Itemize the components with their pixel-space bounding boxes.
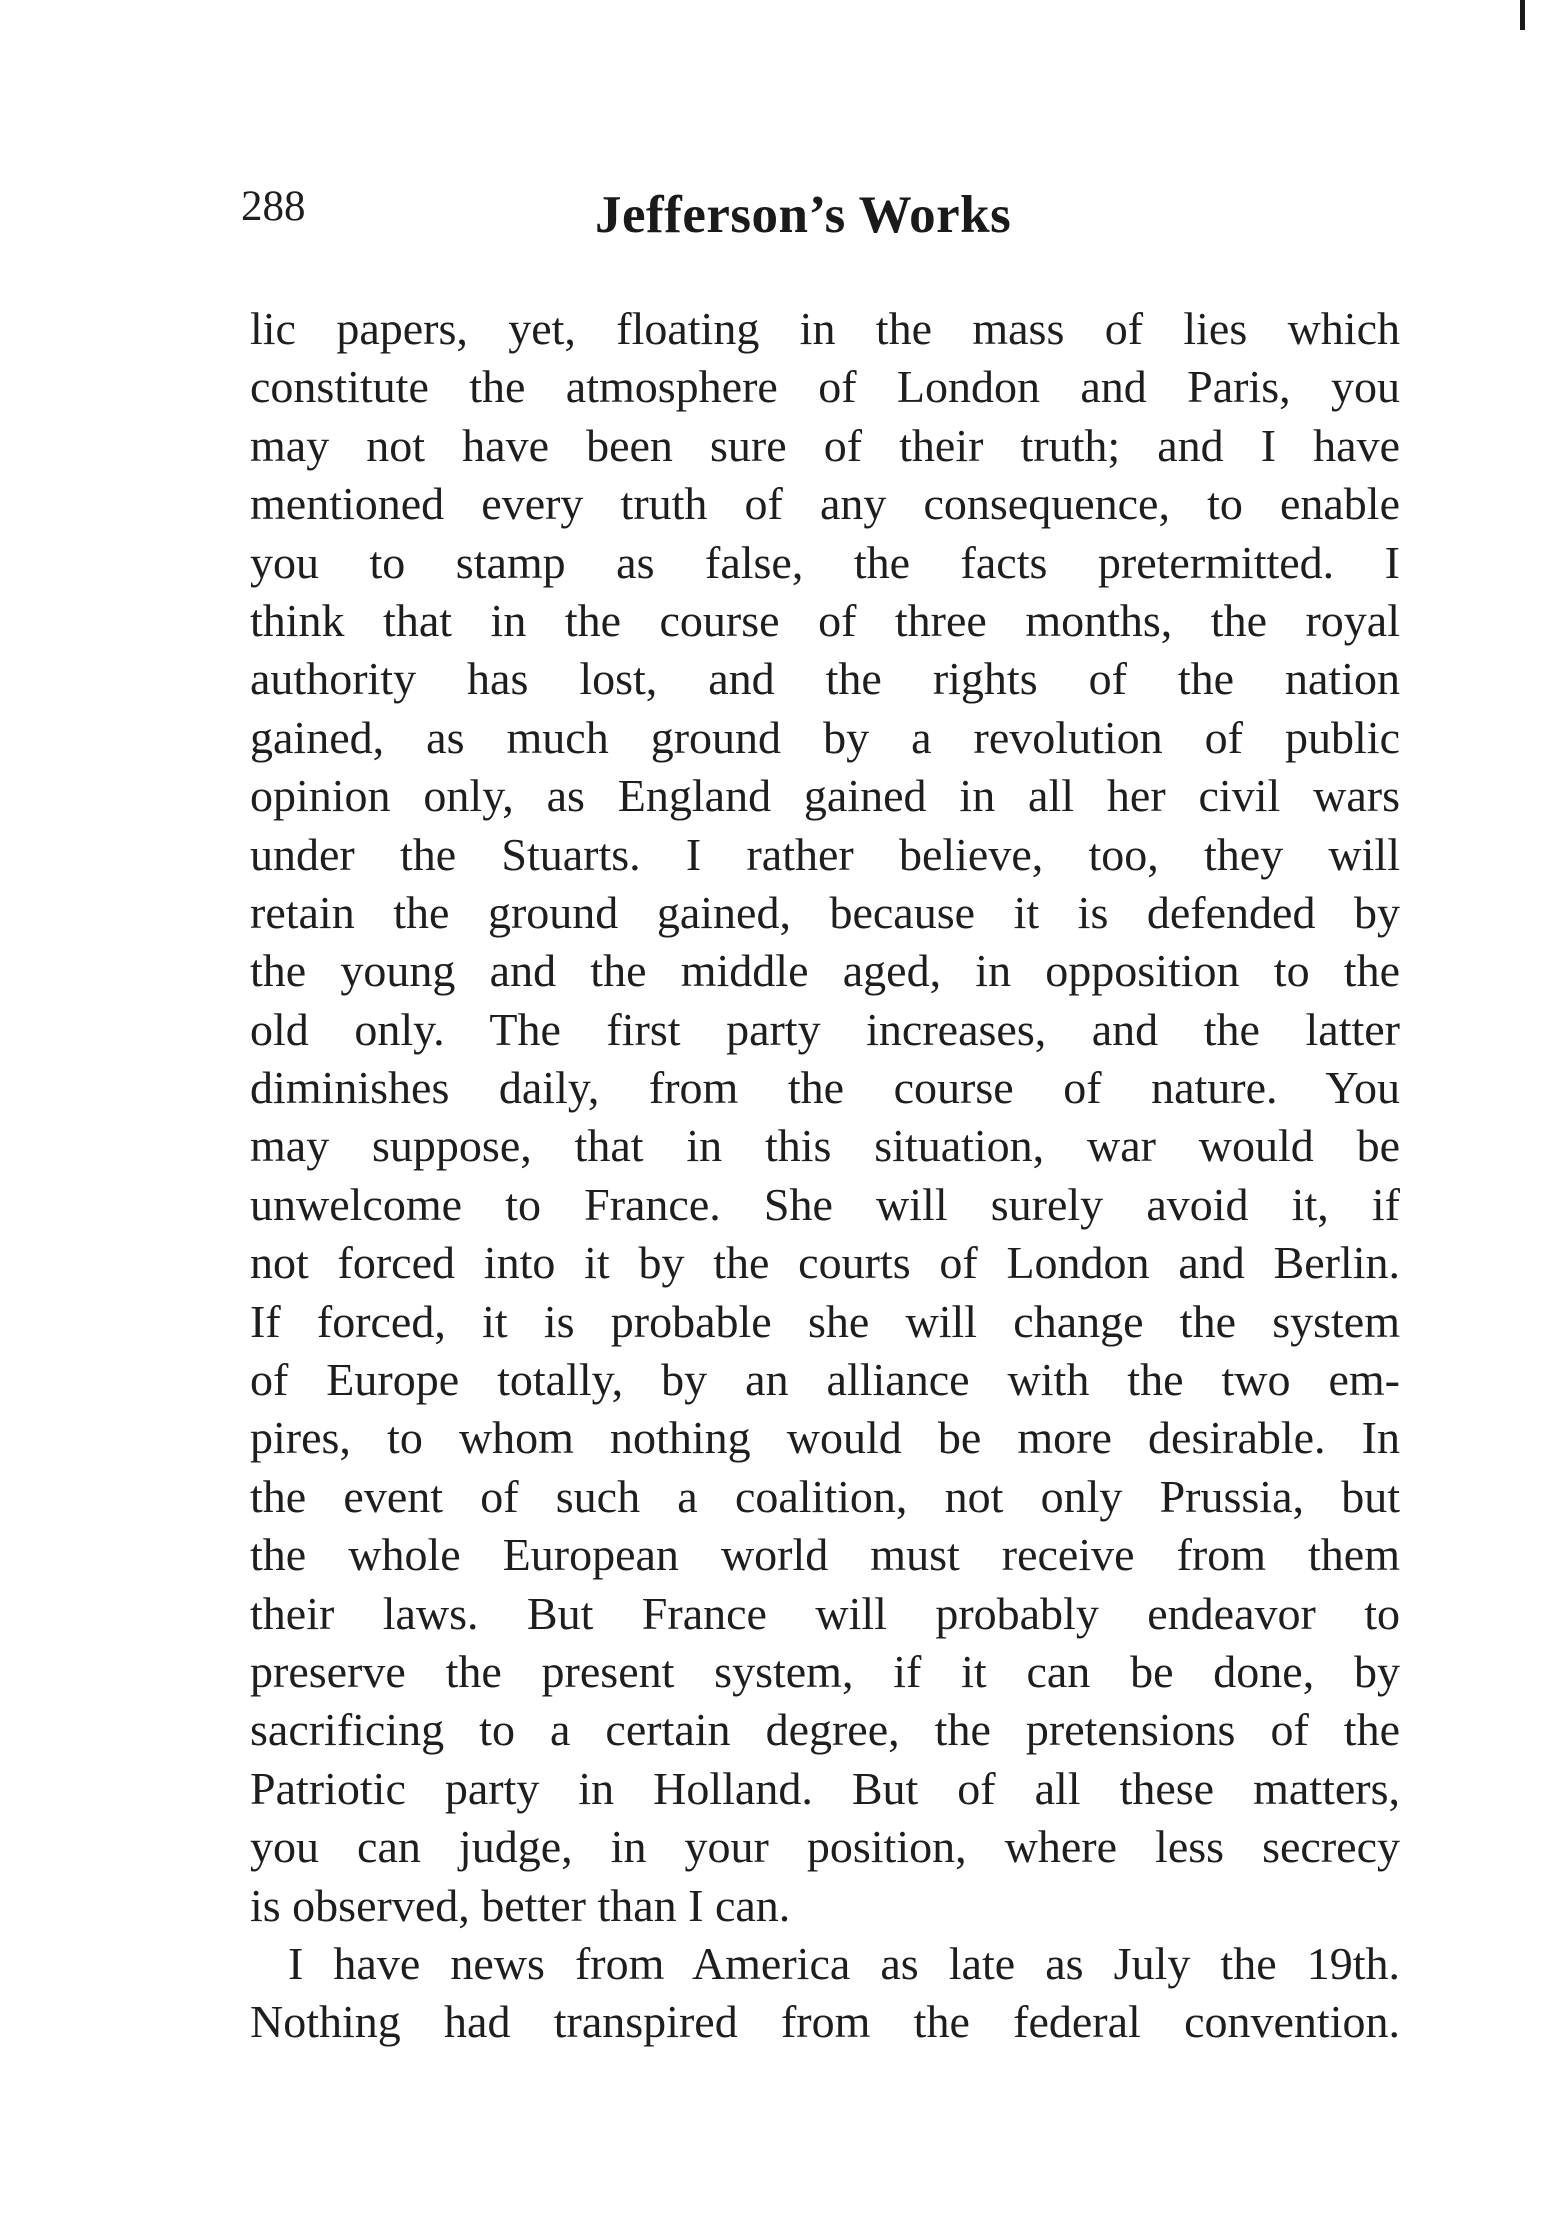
text-line: think that in the course of three months, the royal xyxy=(250,594,1400,646)
paragraph xyxy=(250,300,1400,1935)
text-line: old only. The first party increases, and the latter xyxy=(250,1003,1400,1055)
text-line: you can judge, in your position, where less secrecy xyxy=(250,1821,1400,1873)
text-line: of Europe totally, by an alliance with the two em- xyxy=(250,1354,1400,1406)
text-line: preserve the present system, if it can be done, by xyxy=(250,1645,1400,1697)
text-line: gained, as much ground by a revolution of public xyxy=(250,711,1400,763)
text-line: mentioned every truth of any consequence, to enable xyxy=(250,478,1400,530)
text-line: the event of such a coalition, not only Prussia, but xyxy=(250,1470,1400,1522)
text-line: sacrificing to a certain degree, the pretensions of the xyxy=(250,1704,1400,1756)
text-line: the young and the middle aged, in opposition to the xyxy=(250,945,1400,997)
text-line: under the Stuarts. I rather believe, too, they will xyxy=(250,828,1400,880)
text-line: Patriotic party in Holland. But of all these matters, xyxy=(250,1762,1400,1814)
text-line: unwelcome to France. She will surely avoid it, if xyxy=(250,1178,1400,1230)
text-line: opinion only, as England gained in all her civil wars xyxy=(250,770,1400,822)
running-title: Jefferson’s Works xyxy=(595,186,1012,244)
text-line: you to stamp as false, the facts pretermitted. I xyxy=(250,536,1400,588)
text-line: diminishes daily, from the course of nature. You xyxy=(250,1062,1400,1114)
text-line: retain the ground gained, because it is defended by xyxy=(250,886,1400,938)
text-line: Nothing had transpired from the federal convention. xyxy=(250,1996,1400,2048)
text-line: lic papers, yet, floating in the mass of lies which xyxy=(250,303,1400,354)
text-line: is observed, better than I can. xyxy=(250,1879,791,1931)
scan-edge-mark xyxy=(1520,0,1525,30)
text-line: constitute the atmosphere of London and Paris, you xyxy=(250,361,1400,413)
body-text xyxy=(250,300,1400,2052)
paragraph xyxy=(250,1935,1400,2052)
text-line: may suppose, that in this situation, war would be xyxy=(250,1120,1400,1172)
text-line: may not have been sure of their truth; and I have xyxy=(250,419,1400,471)
text-line: If forced, it is probable she will change the system xyxy=(250,1295,1400,1347)
text-line: the whole European world must receive from them xyxy=(250,1529,1400,1581)
text-line: pires, to whom nothing would be more desirable. In xyxy=(250,1412,1400,1464)
text-line: not forced into it by the courts of London and Berlin. xyxy=(250,1237,1400,1289)
page-number: 288 xyxy=(241,183,306,230)
text-line: their laws. But France will probably endeavor to xyxy=(250,1587,1400,1639)
text-line: authority has lost, and the rights of the nation xyxy=(250,653,1400,705)
text-line: I have news from America as late as July the 19th. xyxy=(288,1937,1400,1989)
